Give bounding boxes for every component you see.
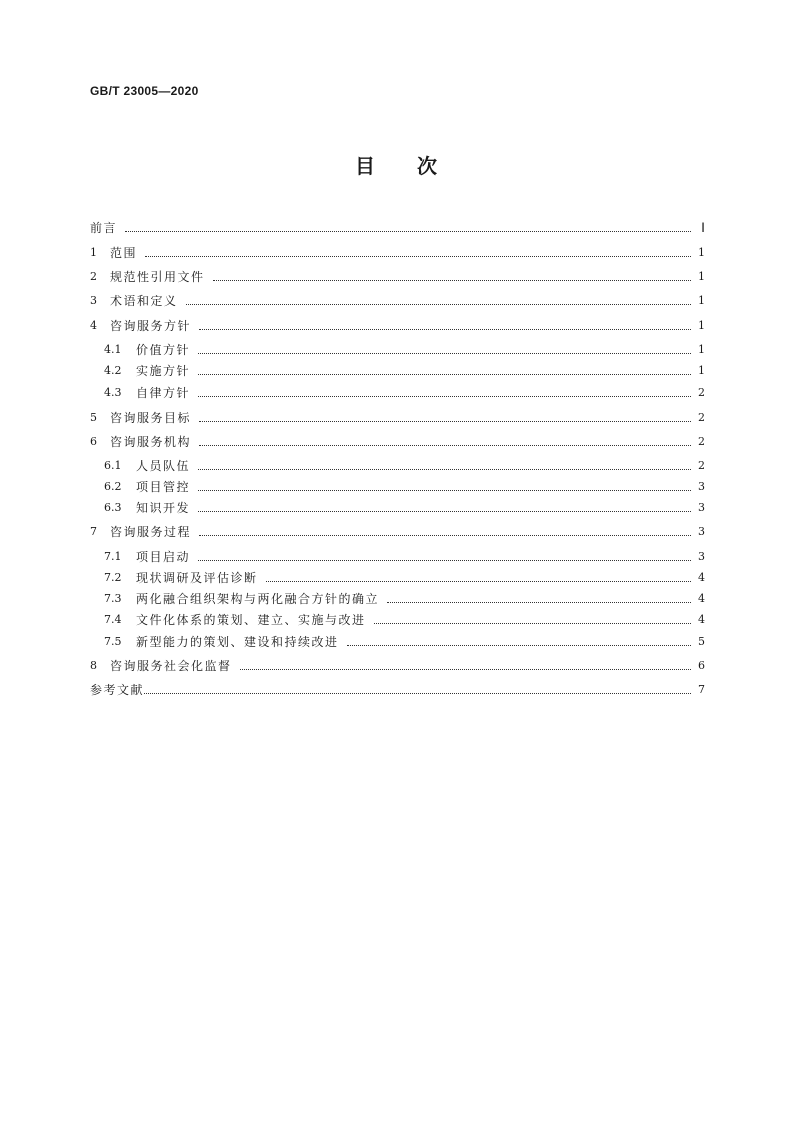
toc-entry-title: 现状调研及评估诊断 xyxy=(136,571,258,585)
toc-entry[interactable] xyxy=(90,241,705,261)
toc-entry-number: 6 xyxy=(90,435,97,448)
toc-entry-number: 7.3 xyxy=(104,592,122,605)
dot-leader xyxy=(374,622,691,624)
toc-entry-page: 4 xyxy=(698,571,705,584)
toc-entry-page: 3 xyxy=(698,525,705,538)
toc-entry-title: 范围 xyxy=(110,246,138,260)
dot-leader xyxy=(198,468,691,470)
toc-entry-title: 自律方针 xyxy=(136,386,191,400)
toc-entry-page: 2 xyxy=(698,459,705,472)
toc-entry-number: 6.2 xyxy=(104,480,122,493)
toc-entry[interactable] xyxy=(90,654,705,674)
dot-leader xyxy=(199,534,691,536)
toc-entry[interactable] xyxy=(104,566,705,586)
toc-entry-page: 2 xyxy=(698,386,705,399)
toc-entry-title: 咨询服务社会化监督 xyxy=(110,659,232,673)
toc-entry-page: 7 xyxy=(698,683,705,696)
toc-entry-number: 4 xyxy=(90,319,97,332)
toc-entry-title: 规范性引用文件 xyxy=(110,270,205,284)
dot-leader xyxy=(199,328,691,330)
toc-entry-page: 3 xyxy=(698,480,705,493)
toc-entry-title: 咨询服务目标 xyxy=(110,411,192,425)
page-title-part1: 目 xyxy=(355,154,377,178)
toc-entry-page: 1 xyxy=(698,246,705,259)
toc-entry[interactable] xyxy=(104,381,705,401)
toc-entry[interactable] xyxy=(104,608,705,628)
toc-entry[interactable] xyxy=(104,454,705,474)
toc-entry-title: 前言 xyxy=(90,221,118,235)
toc-entry-page: 4 xyxy=(698,592,705,605)
toc-entry-page: 1 xyxy=(698,343,705,356)
toc-entry[interactable] xyxy=(90,430,705,450)
toc-entry-page: 1 xyxy=(698,294,705,307)
toc-entry-number: 3 xyxy=(90,294,97,307)
toc-entry-page: 3 xyxy=(698,550,705,563)
toc-entry-page: 2 xyxy=(698,435,705,448)
toc-entry-number: 8 xyxy=(90,659,97,672)
toc-entry-title: 咨询服务机构 xyxy=(110,435,192,449)
toc-entry-title: 文件化体系的策划、建立、实施与改进 xyxy=(136,613,366,627)
dot-leader xyxy=(186,303,691,305)
dot-leader xyxy=(213,279,691,281)
toc-entry-page: Ⅰ xyxy=(701,220,705,235)
toc-entry-title: 参考文献 xyxy=(90,683,145,697)
toc-entry-title: 术语和定义 xyxy=(110,294,178,308)
toc-entry-page: 1 xyxy=(698,270,705,283)
dot-leader xyxy=(240,668,691,670)
dot-leader xyxy=(125,230,691,232)
dot-leader xyxy=(347,644,691,646)
toc-entry[interactable] xyxy=(90,314,705,334)
toc-entry-number: 7 xyxy=(90,525,97,538)
dot-leader xyxy=(198,489,691,491)
toc-entry[interactable] xyxy=(104,630,705,650)
toc-entry-number: 6.3 xyxy=(104,501,122,514)
toc-entry[interactable] xyxy=(90,406,705,426)
dot-leader xyxy=(198,352,691,354)
toc-entry-title: 咨询服务过程 xyxy=(110,525,192,539)
toc-entry-title: 两化融合组织架构与两化融合方针的确立 xyxy=(136,592,380,606)
toc-entry-number: 7.1 xyxy=(104,550,122,563)
toc-entry-title: 咨询服务方针 xyxy=(110,319,192,333)
toc-entry[interactable] xyxy=(104,338,705,358)
toc-entry[interactable] xyxy=(104,545,705,565)
toc-entry-page: 5 xyxy=(698,635,705,648)
toc-entry[interactable] xyxy=(90,678,705,698)
toc-entry-title: 价值方针 xyxy=(136,343,191,357)
toc-entry-title: 项目管控 xyxy=(136,480,191,494)
toc-entry[interactable] xyxy=(90,216,705,236)
toc-entry-number: 2 xyxy=(90,270,97,283)
toc-entry[interactable] xyxy=(90,520,705,540)
toc-entry-number: 6.1 xyxy=(104,459,122,472)
toc-entry-number: 7.2 xyxy=(104,571,122,584)
toc-entry[interactable] xyxy=(104,475,705,495)
toc-entry[interactable] xyxy=(90,289,705,309)
toc-entry-number: 7.4 xyxy=(104,613,122,626)
dot-leader xyxy=(198,559,691,561)
toc-entry[interactable] xyxy=(104,587,705,607)
toc-entry-page: 6 xyxy=(698,659,705,672)
page-title-part2: 次 xyxy=(417,154,439,178)
toc-entry-page: 1 xyxy=(698,364,705,377)
dot-leader xyxy=(145,255,691,257)
toc-entry[interactable] xyxy=(90,265,705,285)
toc-entry-title: 项目启动 xyxy=(136,550,191,564)
toc-entry-page: 4 xyxy=(698,613,705,626)
toc-entry-number: 7.5 xyxy=(104,635,122,648)
dot-leader xyxy=(266,580,691,582)
toc-entry-number: 1 xyxy=(90,246,97,259)
toc-entry-number: 4.3 xyxy=(104,386,122,399)
toc-entry-page: 3 xyxy=(698,501,705,514)
standard-code: GB/T 23005—2020 xyxy=(90,84,199,98)
toc-entry-number: 5 xyxy=(90,411,97,424)
toc-entry-page: 2 xyxy=(698,411,705,424)
dot-leader xyxy=(198,395,691,397)
toc-entry-number: 4.2 xyxy=(104,364,122,377)
dot-leader xyxy=(198,373,691,375)
toc-entry[interactable] xyxy=(104,496,705,516)
toc-entry-title: 人员队伍 xyxy=(136,459,191,473)
dot-leader xyxy=(199,444,691,446)
dot-leader xyxy=(198,510,691,512)
toc-entry-title: 实施方针 xyxy=(136,364,191,378)
dot-leader xyxy=(199,420,691,422)
toc-entry[interactable] xyxy=(104,359,705,379)
dot-leader xyxy=(144,692,691,694)
toc-entry-title: 新型能力的策划、建设和持续改进 xyxy=(136,635,339,649)
toc-entry-title: 知识开发 xyxy=(136,501,191,515)
page-title xyxy=(0,150,794,179)
dot-leader xyxy=(387,601,691,603)
toc-entry-number: 4.1 xyxy=(104,343,122,356)
toc-entry-page: 1 xyxy=(698,319,705,332)
